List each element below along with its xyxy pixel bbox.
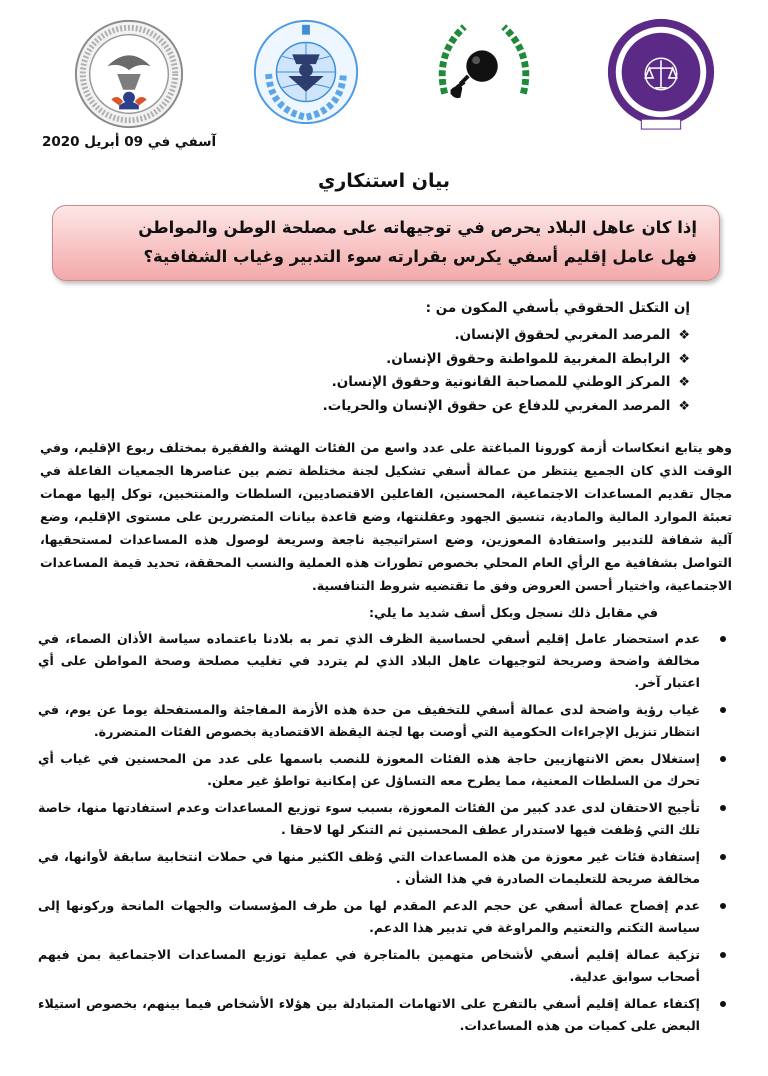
findings-list [38,628,700,1042]
finding-text: إستغلال بعض الانتهازيين حاجة هذه الفئات المعوزة للنصب باسمها على عدد من المحسنين في غياب أي تحرك من السلطات المعنية، مما يطرح معه التساؤل عن إمكانية تواطؤ غير معلن. [38,751,700,788]
organization-name: المركز الوطني للمصاحبة القانونية وحقوق الإنسان. [331,374,671,390]
omdh-logo [425,15,543,133]
finding-item [38,944,700,988]
organization-name: الرابطة المغربية للمواطنة وحقوق الإنسان. [386,350,671,367]
finding-text: تزكية عمالة إقليم أسفي لأشخاص متهمين بالمتاجرة في عملية توزيع المساعدات الاجتماعية بمن فيهم أصحاب سوابق عدلية. [38,947,700,984]
bullet-dot-icon [720,903,726,909]
bullet-dot-icon [720,805,726,811]
diamond-bullet-icon: ❖ [678,398,690,414]
finding-item [38,846,700,890]
finding-item [38,628,700,694]
globe-laurel-emblem-icon [247,15,365,133]
finding-text: عدم استحضار عامل إقليم أسفي لحساسية الظرف الذي تمر به بلادنا باعتماده سياسة الأذان الصماء، في مخالفة واضحة وصريحة لتوجيهات عاهل البلاد الذي لم يتردد في تغليب مصلحة وصحة المواطن على أي اعتبار آخر. [38,631,700,690]
finding-text: عدم إفصاح عمالة أسفي عن حجم الدعم المقدم لها من طرف المؤسسات والجهات المانحة وركونها إلى سياسة التكتم والتعتيم والمراوغة في تدبير هذا الدعم. [38,898,700,935]
headline-line-1: إذا كان عاهل البلاد يحرص في توجيهاته على مصلحة الوطن والمواطن [138,218,697,237]
finding-text: تأجيج الاحتقان لدى عدد كبير من الفئات المعوزة، بسبب سوء توزيع المساعدات وعدم استفادتها منها، خاصة تلك التي وُظفت فيها لاستدرار عطف المحسنين ثم التنكر لها لاحقا . [38,800,700,837]
finding-item [38,699,700,743]
finding-item [38,748,700,792]
bullet-dot-icon [720,854,726,860]
finding-text: إستفادة فئات غير معوزة من هذه المساعدات التي وُظف الكثير منها في حملات انتخابية سابقة لأوانها، في مخالفة صريحة للتعليمات الصادرة في هذا الشأن . [38,849,700,886]
scales-of-justice-seal-icon [602,15,720,133]
organization-name: المرصد المغربي للدفاع عن حقوق الإنسان والحريات. [322,397,671,414]
document-date: آسفي في 09 أبريل 2020 [42,134,217,150]
findings-lead: في مقابل ذلك نسجل وبكل أسف شديد ما يلي: [368,605,658,620]
bullet-dot-icon [720,756,726,762]
headline-banner [52,205,720,281]
finding-text: غياب رؤية واضحة لدى عمالة أسفي للتخفيف من حدة هذه الأزمة المفاجئة والمستفحلة يوما عن يوم، في انتظار تنزيل الإجراءات الحكومية التي أوصت بها لجنة اليقظة الاقتصادية بخصوص الفئات المتضررة. [38,702,700,739]
bullet-dot-icon [720,952,726,958]
organization-name: المرصد المغربي لحقوق الإنسان. [454,327,671,343]
bullet-dot-icon [720,1001,726,1007]
organization-item [210,324,690,348]
ccdh-logo [70,15,188,133]
body-paragraph: وهو يتابع انعكاسات أزمة كورونا المباغتة على عدد واسع من الفئات الهشة والفقيرة بمختلف ربوع الإقليم، وفي الوقت الذي كان الجميع ينتظر من عمالة أسفي تشكيل لجنة مختلطة تضم بين عناصرها الجمعيات الفاعلة في مجال تقديم المساعدات الاجتماعية، المحسنين، الفاعلين الاقتصاديين، السلطات والمنتخبين، توكل إليها مهمات تعبئة الموارد المالية والمادية، تنسيق الجهود وعقلنتها، وضع قاعدة بيانات المتضررين على مستوى الإقليم، وضع آلية شفافة للتدبير واستفادة المعوزين، وضع استراتيجية ناجعة وسريعة لوصول هذه المساعدات لمستحقيها، التواصل بشفافية مع الرأي العام المحلي بخصوص تطورات هذه العملية والنسب المحققة، تحديد قيمة المساعدات الاجتماعية، واختيار أحسن العروض وفق ما تقتضيه شروط التنافسية. [40,440,732,593]
finding-item [38,895,700,939]
organization-list [210,324,690,418]
bullet-dot-icon [720,707,726,713]
finding-item [38,797,700,841]
finding-item [38,993,700,1037]
organization-item [210,348,690,372]
organization-item [210,395,690,419]
intro-line: إن التكتل الحقوقي بأسفي المكون من : [425,300,690,316]
document-title: بيان استنكاري [317,170,451,192]
ball-and-chain-laurel-icon [425,15,543,133]
dove-and-hands-emblem-icon [70,15,188,133]
diamond-bullet-icon: ❖ [678,351,690,367]
finding-text: إكتفاء عمالة إقليم أسفي بالتفرج على الاتهامات المتبادلة بين هؤلاء الأشخاص فيما بينهم، بخصوص استيلاء البعض على كميات من هذه المساعدات. [38,996,700,1033]
bullet-dot-icon [720,636,726,642]
omddhl-logo [247,15,365,133]
organization-item [210,371,690,395]
diamond-bullet-icon: ❖ [678,375,690,390]
headline-line-2: فهل عامل إقليم أسفي يكرس بقرارته سوء التدبير وغياب الشفافية؟ [143,247,697,266]
lmcdh-logo [602,15,720,133]
logo-row [70,14,720,134]
diamond-bullet-icon: ❖ [678,328,690,343]
